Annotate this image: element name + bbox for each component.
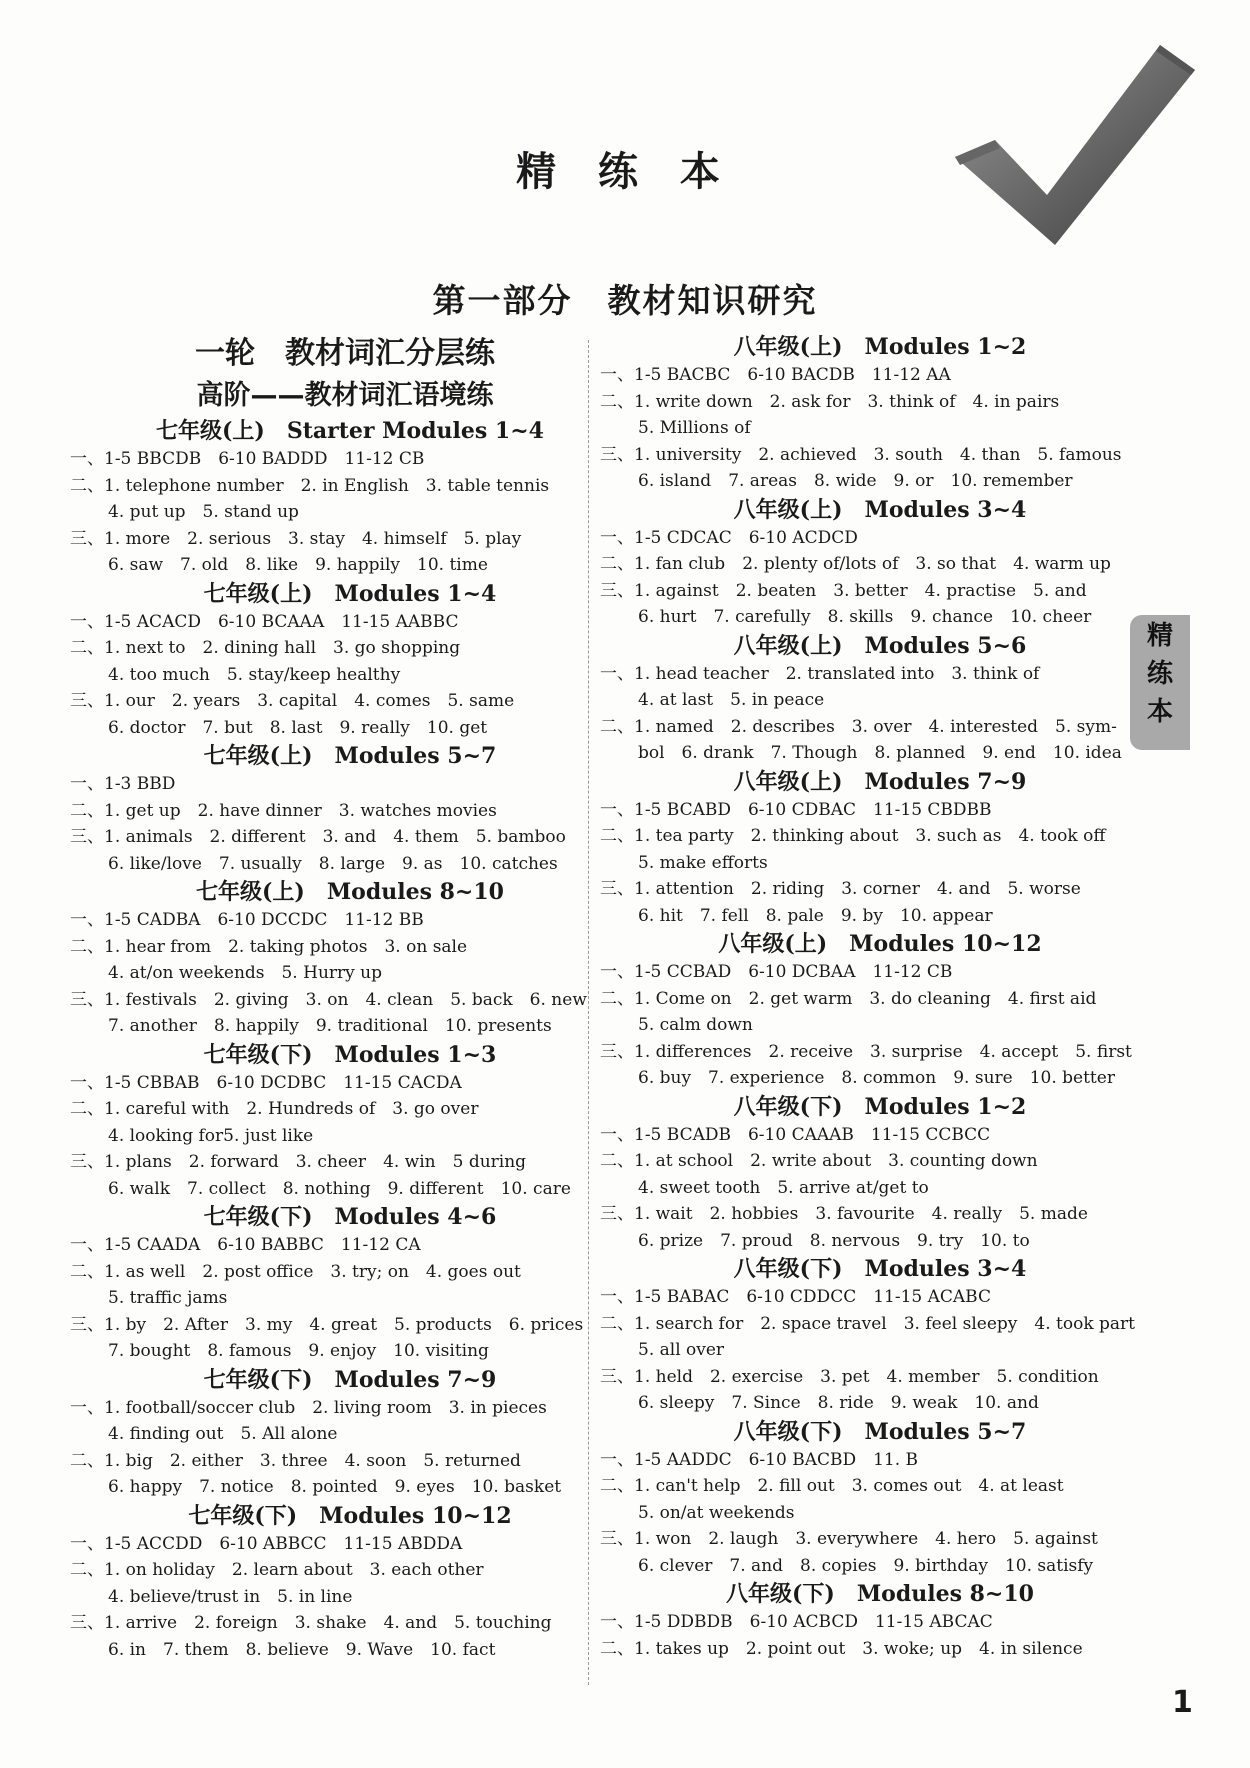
section-heading: 八年级(上) Modules 3~4 — [733, 496, 1027, 523]
answer-line: 7. another 8. happily 9. traditional 10. presents — [108, 1016, 552, 1036]
answer-line: 4. sweet tooth 5. arrive at/get to — [638, 1177, 929, 1198]
answer-line: 4. looking for5. just like — [108, 1125, 314, 1146]
section-heading: 七年级(上) Modules 5~7 — [203, 743, 497, 769]
answer-line: 6. clever 7. and 8. copies 9. birthday 10. satisfy — [638, 1555, 1094, 1576]
page-title: 精 练 本 — [516, 149, 734, 195]
answer-line: 5. traffic jams — [108, 1288, 228, 1308]
answer-line: 三、1. animals 2. different 3. and 4. them 5. bamboo — [70, 827, 566, 847]
left-column — [70, 332, 590, 1663]
section-heading: 七年级(下) Modules 1~3 — [203, 1041, 497, 1068]
answer-line: 二、1. on holiday 2. learn about 3. each other — [70, 1560, 484, 1580]
side-tab-char: 精 — [1146, 621, 1173, 651]
answer-line: 5. on/at weekends — [638, 1502, 795, 1523]
answer-line: 4. finding out 5. All alone — [108, 1424, 338, 1444]
answer-line: 二、1. careful with 2. Hundreds of 3. go over — [70, 1099, 479, 1119]
answer-line: 7. bought 8. famous 9. enjoy 10. visiting — [108, 1341, 489, 1361]
answer-line: 三、1. attention 2. riding 3. corner 4. and 5. worse — [600, 879, 1081, 899]
answer-line: 二、1. can't help 2. fill out 3. comes out 4. at least — [600, 1476, 1064, 1496]
section-heading: 八年级(下) Modules 3~4 — [733, 1256, 1027, 1282]
answer-line: 一、1-5 CBBAB 6-10 DCDBC 11-15 CACDA — [70, 1072, 462, 1093]
side-tab-char: 本 — [1146, 697, 1173, 727]
answer-line: 一、1-5 CADBA 6-10 DCCDC 11-12 BB — [70, 910, 424, 930]
answer-line: 三、1. held 2. exercise 3. pet 4. member 5. condition — [600, 1366, 1099, 1387]
answer-line: 三、1. university 2. achieved 3. south 4. than 5. famous — [600, 444, 1122, 465]
side-tab-char: 练 — [1146, 659, 1173, 689]
answer-line: 6. sleepy 7. Since 8. ride 9. weak 10. and — [638, 1393, 1039, 1413]
answer-line: 一、1-5 CCBAD 6-10 DCBAA 11-12 CB — [600, 962, 953, 982]
answer-line: 一、1-5 AADDC 6-10 BACBD 11. B — [600, 1449, 919, 1470]
answer-line: 二、1. at school 2. write about 3. counting down — [600, 1151, 1038, 1171]
answer-line: 三、1. wait 2. hobbies 3. favourite 4. really 5. made — [600, 1204, 1088, 1224]
section-heading: 七年级(上) Modules 1~4 — [203, 580, 497, 607]
answer-line: 一、1-5 CDCAC 6-10 ACDCD — [600, 527, 858, 548]
section-heading: 八年级(上) Modules 10~12 — [718, 931, 1042, 957]
answer-line: 4. at last 5. in peace — [638, 690, 825, 710]
answer-line: 一、1-5 BACBC 6-10 BACDB 11-12 AA — [600, 365, 951, 385]
section-heading: 七年级(下) Modules 4~6 — [203, 1204, 497, 1230]
answer-line: 6. like/love 7. usually 8. large 9. as 10. catches — [108, 853, 558, 874]
answer-line: 二、1. Come on 2. get warm 3. do cleaning 4. first aid — [600, 988, 1097, 1009]
answer-line: bol 6. drank 7. Though 8. planned 9. end 10. idea — [638, 743, 1122, 763]
answer-line: 6. doctor 7. but 8. last 9. really 10. get — [108, 717, 488, 738]
answer-line: 三、1. by 2. After 3. my 4. great 5. products 6. prices — [70, 1314, 584, 1335]
sub-title: 高阶——教材词汇语境练 — [196, 380, 494, 411]
answer-line: 6. buy 7. experience 8. common 9. sure 10. better — [638, 1068, 1115, 1088]
answer-line: 6. hit 7. fell 8. pale 9. by 10. appear — [638, 905, 993, 926]
answer-line: 二、1. telephone number 2. in English 3. table tennis — [70, 475, 550, 496]
answer-line: 6. hurt 7. carefully 8. skills 9. chance 10. cheer — [638, 607, 1092, 627]
answer-line: 一、1-5 ACACD 6-10 BCAAA 11-15 AABBC — [70, 611, 459, 632]
answer-line: 三、1. more 2. serious 3. stay 4. himself 5. play — [70, 528, 522, 549]
right-sections — [600, 332, 1135, 1662]
answer-line: 一、1-5 CAADA 6-10 BABBC 11-12 CA — [70, 1235, 421, 1255]
answer-line: 4. put up 5. stand up — [108, 502, 299, 522]
answer-line: 二、1. search for 2. space travel 3. feel sleepy 4. took part — [600, 1313, 1135, 1334]
answer-line: 4. at/on weekends 5. Hurry up — [108, 963, 382, 983]
answer-line: 二、1. hear from 2. taking photos 3. on sale — [70, 936, 468, 957]
section-heading: 八年级(下) Modules 8~10 — [726, 1581, 1034, 1607]
answer-line: 二、1. write down 2. ask for 3. think of 4. in pairs — [600, 391, 1060, 412]
answer-line: 二、1. named 2. describes 3. over 4. interested 5. sym- — [600, 716, 1117, 737]
answer-line: 三、1. won 2. laugh 3. everywhere 4. hero 5. against — [600, 1529, 1098, 1549]
section-heading: 七年级(上) Modules 8~10 — [196, 879, 504, 905]
answer-line: 6. prize 7. proud 8. nervous 9. try 10. to — [638, 1230, 1030, 1251]
answer-line: 4. believe/trust in 5. in line — [108, 1586, 353, 1607]
section-heading: 七年级(下) Modules 10~12 — [188, 1502, 512, 1529]
answer-line: 一、1-5 BCADB 6-10 CAAAB 11-15 CCBCC — [600, 1124, 991, 1145]
page-number: 1 — [1172, 1685, 1193, 1720]
answer-line: 5. Millions of — [638, 418, 751, 438]
section-heading: 八年级(上) Modules 7~9 — [733, 768, 1027, 795]
answer-line: 三、1. festivals 2. giving 3. on 4. clean 5. back 6. new — [70, 989, 587, 1010]
answer-line: 三、1. plans 2. forward 3. cheer 4. win 5 during — [70, 1152, 527, 1172]
answer-line: 二、1. next to 2. dining hall 3. go shopping — [70, 638, 461, 658]
answer-line: 一、1-5 BABAC 6-10 CDDCC 11-15 ACABC — [600, 1287, 991, 1307]
answer-line: 三、1. arrive 2. foreign 3. shake 4. and 5. touching — [70, 1613, 552, 1633]
answer-line: 二、1. big 2. either 3. three 4. soon 5. returned — [70, 1450, 521, 1471]
part-title: 第一部分 教材知识研究 — [432, 281, 818, 320]
answer-line: 一、1-5 ACCDD 6-10 ABBCC 11-15 ABDDA — [70, 1533, 463, 1554]
checkmark-icon — [955, 45, 1195, 245]
answer-line: 5. calm down — [638, 1015, 753, 1035]
answer-line: 一、1. football/soccer club 2. living room 3. in pieces — [70, 1397, 547, 1418]
section-heading: 八年级(上) Modules 1~2 — [733, 334, 1027, 360]
answer-line: 6. walk 7. collect 8. nothing 9. different 10. care — [108, 1178, 571, 1199]
section-heading: 七年级(下) Modules 7~9 — [203, 1366, 497, 1393]
right-column — [600, 332, 1135, 1662]
answer-line: 三、1. against 2. beaten 3. better 4. practise 5. and — [600, 580, 1087, 601]
round-title: 一轮 教材词汇分层练 — [195, 336, 495, 371]
answer-line: 6. in 7. them 8. believe 9. Wave 10. fact — [108, 1639, 496, 1660]
answer-line: 6. happy 7. notice 8. pointed 9. eyes 10. basket — [108, 1477, 562, 1497]
answer-line: 一、1-3 BBD — [70, 774, 176, 794]
side-tab — [1130, 615, 1190, 750]
answer-line: 二、1. takes up 2. point out 3. woke; up 4. in silence — [600, 1638, 1083, 1659]
section-heading: 八年级(下) Modules 5~7 — [733, 1418, 1027, 1445]
section-heading: 八年级(上) Modules 5~6 — [733, 632, 1027, 659]
answer-line: 6. saw 7. old 8. like 9. happily 10. time — [108, 555, 488, 575]
answer-line: 一、1-5 DDBDB 6-10 ACBCD 11-15 ABCAC — [600, 1612, 993, 1632]
answer-line: 三、1. differences 2. receive 3. surprise 4. accept 5. first — [600, 1041, 1132, 1062]
answer-line: 二、1. fan club 2. plenty of/lots of 3. so that 4. warm up — [600, 554, 1111, 574]
answer-line: 一、1-5 BCABD 6-10 CDBAC 11-15 CBDBB — [600, 799, 992, 820]
answer-line: 6. island 7. areas 8. wide 9. or 10. remember — [638, 471, 1073, 491]
answer-line: 三、1. our 2. years 3. capital 4. comes 5. same — [70, 691, 515, 711]
answer-line: 4. too much 5. stay/keep healthy — [108, 664, 401, 685]
section-heading: 七年级(上) Starter Modules 1~4 — [156, 418, 544, 444]
answer-line: 二、1. as well 2. post office 3. try; on 4. goes out — [70, 1261, 521, 1282]
answer-line: 5. all over — [638, 1340, 725, 1360]
answer-line: 二、1. tea party 2. thinking about 3. such as 4. took off — [600, 826, 1106, 846]
answer-line: 5. make efforts — [638, 852, 768, 873]
answer-line: 一、1. head teacher 2. translated into 3. think of — [600, 663, 1040, 684]
left-sections — [70, 416, 590, 1663]
answer-line: 二、1. get up 2. have dinner 3. watches movies — [70, 800, 497, 821]
section-heading: 八年级(下) Modules 1~2 — [733, 1093, 1027, 1120]
answer-line: 一、1-5 BBCDB 6-10 BADDD 11-12 CB — [70, 449, 425, 469]
